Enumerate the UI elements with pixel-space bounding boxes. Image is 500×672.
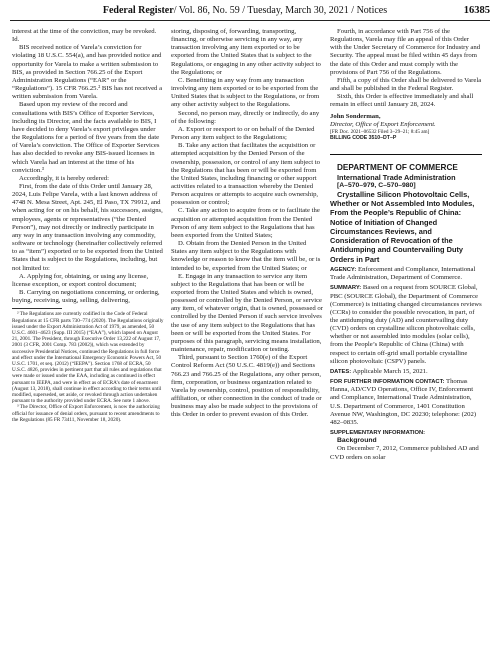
paragraph: A. Export or reexport to or on behalf of the Denied Person any item subject to the Regulations; [171,125,315,142]
paragraph: C. Take any action to acquire from or to facilitate the acquisition or attempted acquisition from the Denied Person of any item subject to the Regulations that has been exported from the United States; [171,207,320,239]
paragraph: Fifth, a copy of this Order shall be delivered to Varela and shall be published in the Federal Register. [330,76,482,93]
agency-heading: DEPARTMENT OF COMMERCE [337,162,458,172]
paragraph: Third, pursuant to Section 1760(e) of the Export Control Reform Act (50 U.S.C. 4819(e)) and Sections 766.23 and 766.25 of the Regulations, any other person, firm, corporation, or business organization related to Varela by ownership, control, position of responsibility, affiliation, or other connection in the conduct of trade or business may also be made subject to the provisions of this Order in order to prevent evasion of this Order. [171,354,322,419]
agency-section [330,266,482,282]
footnote-rule [12,308,62,309]
journal-title: Federal Register [102,5,174,16]
paragraph: C. Benefitting in any way from any transaction involving any item exported or to be exported from the United States that is subject to the Regulations, or from any other activity subject to the Regulations. [171,76,320,109]
dates-section [330,368,482,376]
supplementary-section [330,429,482,437]
page-number: 16385 [463,5,490,16]
signer-name: John Sonderman, [330,112,381,120]
subagency-heading: International Trade Administration [337,172,456,182]
contact-label: FOR FURTHER INFORMATION CONTACT: [330,379,445,386]
column-2 [171,28,323,420]
paragraph: BIS received notice of Varela’s conviction for violating 18 U.S.C. 554(a), and has provided notice and opportunity for Varela to make a written submission to BIS, as provided in Section 766.25 of the Export Administration Regulations (“EAR” or the “Regulations”). 15 CFR 766.25.² BIS has not received a written submission from Varela. [12,44,163,101]
summary-text: Based on a request from SOURCE Global, PBC (SOURCE Global), the Department of Commerce (Commerce) is initiating changed circumstances reviews (CCRs) to consider the possible revocation, in part, of the antidumping duty (AD) and countervailing duty (CVD) orders on crystalline silicon photovoltaic cells, whether or not assembled into modules (solar cells), from the People’s Republic of China (China) with respect to certain off-grid small portable crystalline silicon photovoltaic (CSPV) panels. [330,284,482,365]
paragraph: On December 7, 2012, Commerce published AD and CVD orders on solar [330,445,479,461]
background-heading: Background [337,437,377,445]
contact-text: Thomas Hanna, AD/CVD Operations, Office IV, Enforcement and Compliance, International Trade Administration, U.S. Department of Commerce, 1401 Constitution Avenue NW, Washington, DC 20230; telephone: (202) 482–0835. [330,378,477,426]
paragraph: B. Take any action that facilitates the acquisition or attempted acquisition by the Denied Person of the ownership, possession, or control of any item subject to the Regulations that has been or will be exported from the United States, including financing or other support activities related to a transaction whereby the Denied Person acquires or attempts to acquire such ownership, possession or control; [171,142,320,207]
agency-label: AGENCY: [330,267,357,274]
docket-number: [A–570–979, C–570–980] [337,181,416,189]
paragraph: B. Carrying on negotiations concerning, or ordering, buying, receiving, using, selling, delivering, [12,289,160,305]
footnotes [12,311,164,423]
paragraph: Fourth, in accordance with Part 756 of the Regulations, Varela may file an appeal of this Order with the Under Secretary of Commerce for Industry and Security. The appeal must be filed within 45 days from the date of this Order and must comply with the provisions of Part 756 of the Regulations. [330,28,481,76]
footnote-3: ³ The Director, Office of Export Enforcement, is now the authorizing official for issuance of denial orders, pursuant to recent amendments to the Regulations (85 FR 73411, November 18, 2020). [12,404,160,423]
header-rule [10,20,490,21]
signer-title: Director, Office of Export Enforcement. [330,120,436,128]
paragraph: Based upon my review of the record and consultations with BIS’s Office of Exporter Services, including its Director, and the facts available to BIS, I have decided to deny Varela’s export privileges under the Regulations for a period of five years from the date of Varela’s conviction. The Office of Exporter Services has also decided to revoke any BIS-issued licenses in which Varela had an interest at the time of his conviction.³ [12,101,160,174]
notice-subject: Crystalline Silicon Photovoltaic Cells, Whether or Not Assembled Into Modules, From the People’s Republic of China: Notice of Initiation of Changed Circumstances Reviews, and Consideration of Revocation of the Antidumping and Countervailing Duty Orders in Part [330,189,475,264]
summary-section [330,284,482,366]
paragraph: First, from the date of this Order until January 28, 2024, Luis Felipe Varela, with a last known address of 4748 N. Mesa Street, Apt. 245, El Paso, TX 79912, and when acting for or on his behalf, his successors, assigns, employees, agents or representatives (“the Denied Person”), may not directly or indirectly participate in any way in any transaction involving any commodity, software or technology (hereinafter collectively referred to as “item”) exported or to be exported from the United States that is subject to the Regulations, including, but not limited to: [12,182,163,272]
contact-section [330,378,482,427]
paragraph: storing, disposing of, forwarding, transporting, financing, or otherwise servicing in any way, any transaction involving any item exported or to be exported from the United States that is subject to the Regulations, or engaging in any other activity subject to the Regulations; or [171,28,321,76]
paragraph: E. Engage in any transaction to service any item subject to the Regulations that has been or will be exported from the United States and which is owned, possessed or controlled by the Denied Person, or service any item, of whatever origin, that is owned, possessed or controlled by the Denied Person if such service involves the use of any item subject to the Regulations that has been or will be exported from the United States. For purposes of this paragraph, servicing means installation, maintenance, repair, modification or testing. [171,272,323,354]
dates-text: Applicable March 15, 2021. [352,367,428,375]
dates-label: DATES: [330,368,352,375]
footnote-2: ² The Regulations are currently codified in the Code of Federal Regulations at 15 CFR parts 730–774 (2020). The Regulations originally issued under the Export Administration Act of 1979, as amended, 50 U.S.C. 4601–4623 (Supp. III 2015) (“EAA”), which lapsed on August 21, 2001. The President, through Executive Order 13,222 of August 17, 2001 (3 CFR, 2001 Comp. 783 (2002)), which was extended by successive Presidential Notices, continued the Regulations in full force and effect under the International Emergency Economic Powers Act, 50 U.S.C. 1701, et seq. (2012) (“IEEPA”). Section 1768 of ECRA, 50 U.S.C. 4826, provides in pertinent part that all rules and regulations that were made or issued under the EAA, including as continued in effect pursuant to IEEPA, and were in effect as of ECRA’s date of enactment (August 13, 2018), shall continue in effect according to their terms until modified, superseded, set aside, or revoked through action undertaken pursuant to the authority provided under ECRA. See note 1 above. [12,311,164,405]
paragraph: A. Applying for, obtaining, or using any license, license exception, or export control document; [12,272,149,288]
paragraph: Second, no person may, directly or indirectly, do any of the following: [171,109,320,125]
notice-separator [330,154,482,155]
running-header [10,3,490,18]
paragraph: D. Obtain from the Denied Person in the United States any item subject to the Regulations with knowledge or reason to know that the item will be, or is intended to be, exported from the United States; or [171,240,321,272]
column-1 [12,28,164,423]
column-3 [330,28,482,462]
billing-code: BILLING CODE 3510–DT–P [330,135,397,142]
summary-label: SUMMARY: [330,285,362,292]
issue-info: / Vol. 86, No. 59 / Tuesday, March 30, 2021 / Notices [173,5,388,16]
paragraph: Accordingly, it is hereby ordered: [19,174,110,182]
agency-text: Enforcement and Compliance, International Trade Administration, Department of Commerce. [330,266,476,282]
paragraph: Sixth, this Order is effective immediately and shall remain in effect until January 28, 2024. [330,93,474,109]
fr-doc-line: [FR Doc. 2021–06532 Filed 3–29–21; 8:45 am] [330,128,430,135]
paragraph: interest at the time of the conviction, may be revoked. Id. [12,28,157,44]
supplementary-label: SUPPLEMENTARY INFORMATION: [330,430,426,437]
